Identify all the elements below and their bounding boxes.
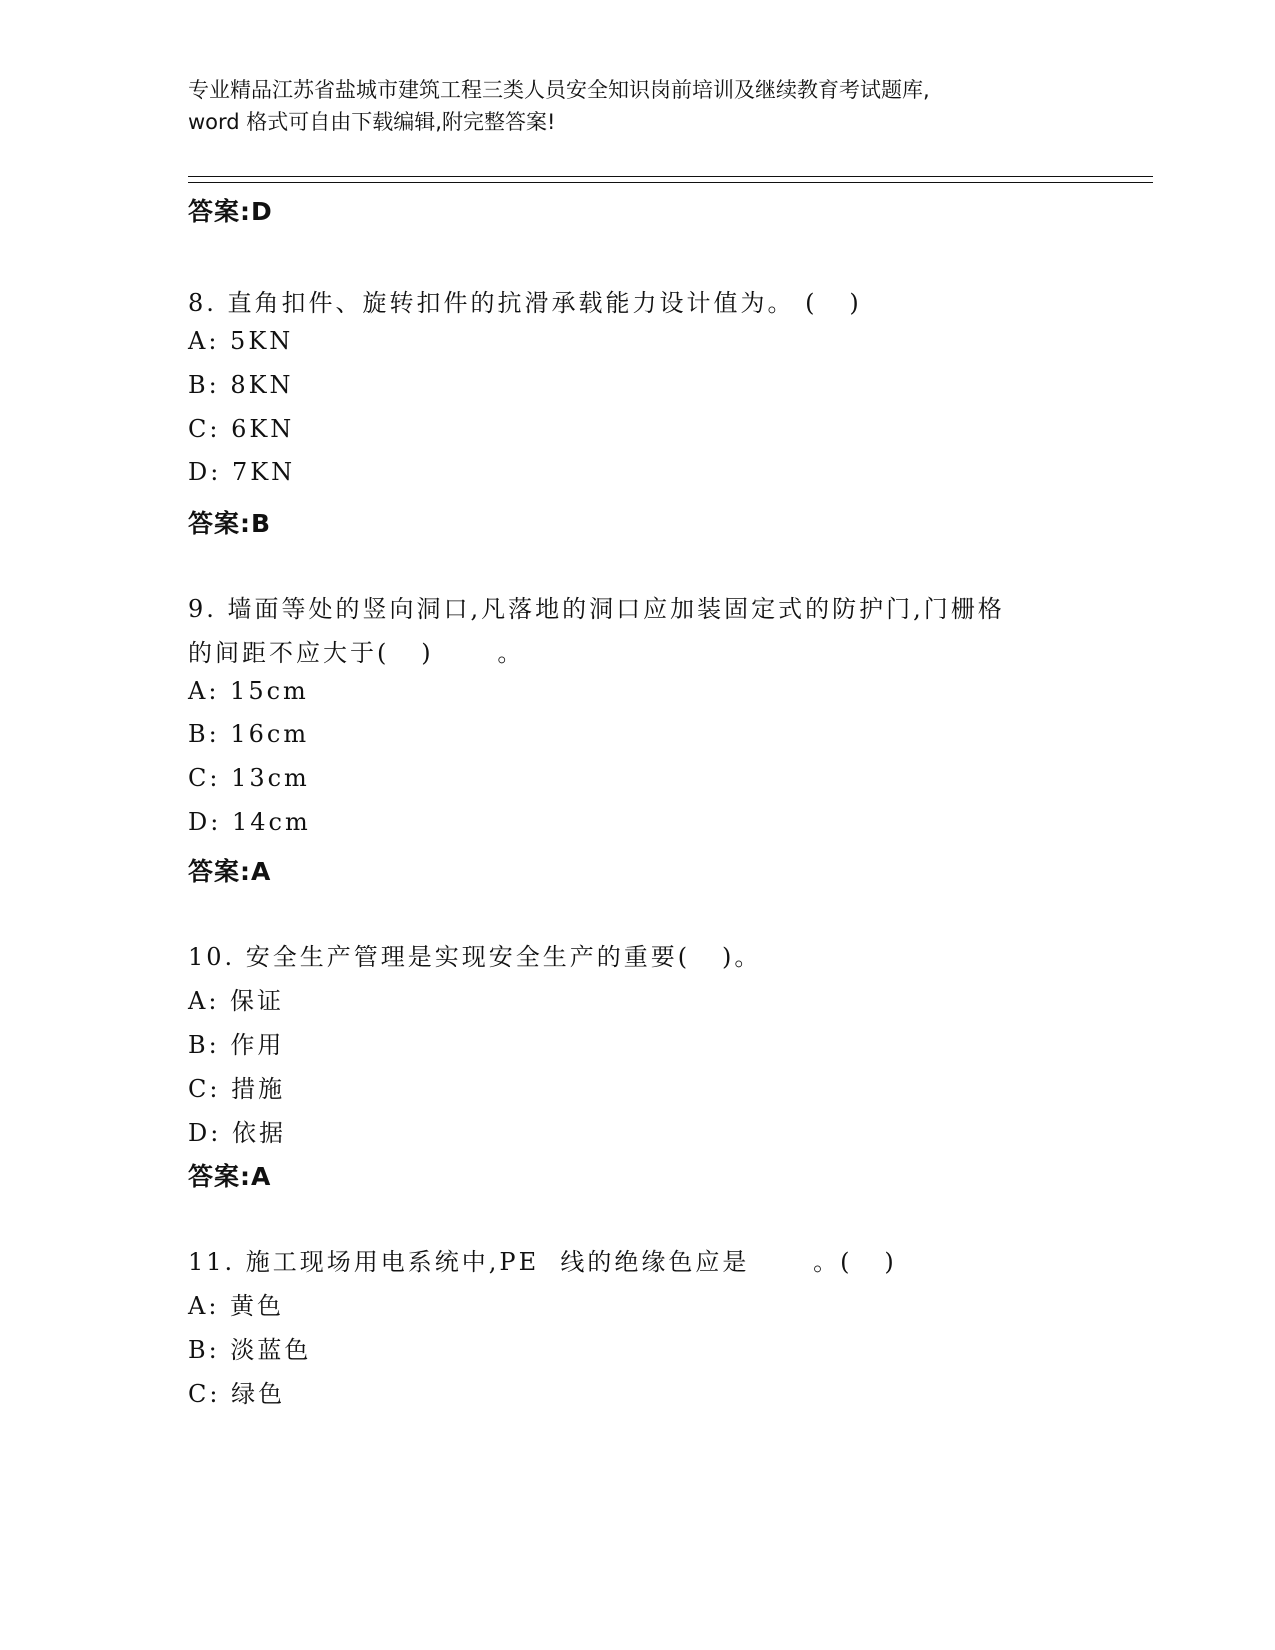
question-9-option-b: B: 16cm bbox=[188, 720, 310, 748]
question-10-answer: 答案:A bbox=[188, 1162, 272, 1191]
header-rule-top bbox=[188, 176, 1153, 177]
previous-answer: 答案:D bbox=[188, 197, 273, 226]
question-8-option-a: A: 5KN bbox=[188, 327, 294, 355]
question-10-text: 10. 安全生产管理是实现安全生产的重要( )。 bbox=[188, 943, 762, 971]
header-line-1: 专业精品江苏省盐城市建筑工程三类人员安全知识岗前培训及继续教育考试题库, bbox=[188, 78, 930, 102]
question-10-option-b: B: 作用 bbox=[188, 1031, 285, 1059]
question-11-text: 11. 施工现场用电系统中,PE 线的绝缘色应是 。( ) bbox=[188, 1248, 897, 1276]
header-rule-bottom bbox=[188, 182, 1153, 183]
question-9-text-line-1: 9. 墙面等处的竖向洞口,凡落地的洞口应加装固定式的防护门,门栅格 bbox=[188, 595, 1005, 623]
question-9-answer: 答案:A bbox=[188, 857, 272, 886]
question-8-option-c: C: 6KN bbox=[188, 415, 295, 443]
question-9-text-line-2: 的间距不应大于( ) 。 bbox=[188, 639, 525, 667]
question-11-option-b: B: 淡蓝色 bbox=[188, 1336, 312, 1364]
question-8-option-b: B: 8KN bbox=[188, 371, 294, 399]
header-line-2: word 格式可自由下载编辑,附完整答案! bbox=[188, 110, 556, 134]
question-8-answer: 答案:B bbox=[188, 509, 272, 538]
document-header bbox=[188, 74, 1088, 138]
question-11-option-c: C: 绿色 bbox=[188, 1380, 286, 1408]
question-8-text: 8. 直角扣件、旋转扣件的抗滑承载能力设计值为。 ( ) bbox=[188, 289, 862, 317]
question-10-option-a: A: 保证 bbox=[188, 987, 285, 1015]
question-9-option-d: D: 14cm bbox=[188, 808, 311, 836]
question-9-option-a: A: 15cm bbox=[188, 677, 309, 705]
question-9-option-c: C: 13cm bbox=[188, 764, 310, 792]
question-10-option-c: C: 措施 bbox=[188, 1075, 286, 1103]
question-8-option-d: D: 7KN bbox=[188, 458, 296, 486]
question-11-option-a: A: 黄色 bbox=[188, 1292, 285, 1320]
question-10-option-d: D: 依据 bbox=[188, 1119, 286, 1147]
